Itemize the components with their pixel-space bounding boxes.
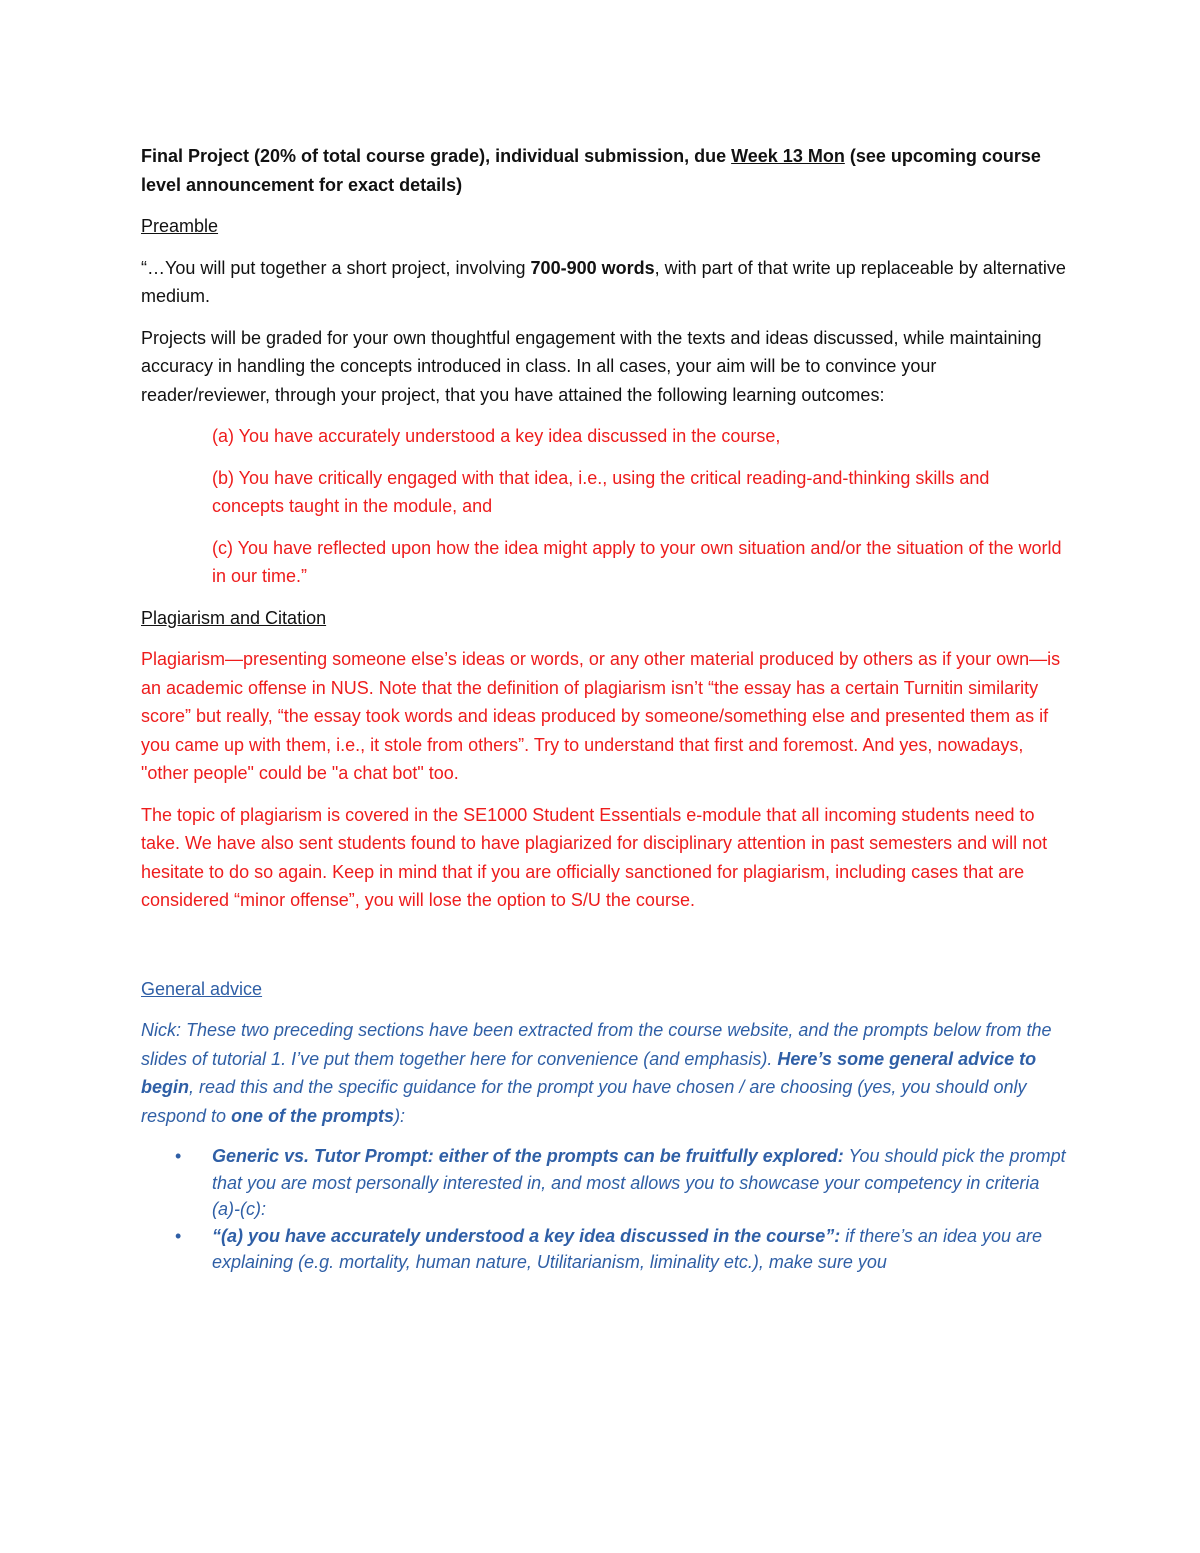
outcome-b-text: You have critically engaged with that idea, i.e., using the critical reading-and-thinking skills and concepts taught in the module, and [212,467,990,516]
advice-heading: General advice [141,978,263,999]
advice-bullet-1 [141,1143,1066,1223]
outcome-a-label: (a) [212,426,234,446]
preamble-p1-text-a: “…You will put together a short project, involving [141,257,531,278]
preamble-p1-text-b: , with part of that write up replaceable by alternative medium. [141,257,1066,306]
plagiarism-paragraph-1: Plagiarism—presenting someone else’s ideas or words, or any other material produced by others as if your own—is an academic offense in NUS. Note that the definition of plagiarism isn’t “the essay has a certain Turnitin similarity score” but really, “the essay took words and ideas produced by someone/something else and presented them as if you came up with them, i.e., it stole from others”. Try to understand that first and foremost. And yes, nowadays, "other people" could be "a chat bot" too. [141,649,1061,783]
outcome-a [141,422,1066,451]
advice-bold-b: one of the prompts [231,1105,395,1126]
advice-bold-a: Here’s some general advice to begin [141,1048,1037,1097]
outcome-c-text: You have reflected upon how the idea might apply to your own situation and/or the situation of the world in our time.” [212,537,1062,586]
advice-bullet-list [141,1143,1066,1276]
outcome-b [141,464,1066,521]
outcome-b-label: (b) [212,467,234,488]
bullet-1-bold: Generic vs. Tutor Prompt: either of the prompts can be fruitfully explored: [212,1146,844,1166]
due-date: Week 13 Mon [731,146,845,166]
title-text-a: Final Project (20% of total course grade), individual submission, due [141,146,732,166]
plagiarism-paragraph-2: The topic of plagiarism is covered in the SE1000 Student Essentials e-module that all incoming students need to take. We have also sent students found to have plagiarized for disciplinary attention in past semesters and will not hesitate to do so again. Keep in mind that if you are officially sanctioned for plagiarism, including cases that are considered “minor offense”, you will lose the option to S/U the course. [141,804,1048,910]
plagiarism-heading: Plagiarism and Citation [141,607,327,628]
document-body [141,142,1066,1276]
word-count: 700-900 words [530,257,655,278]
preamble-heading: Preamble [141,216,219,236]
title-text-b: (see upcoming course level announcement for exact details) [141,146,1041,195]
document-title [141,142,1066,199]
advice-bullet-2 [141,1223,1066,1276]
bullet-2-bold: “(a) you have accurately understood a key idea discussed in the course”: [212,1225,841,1246]
advice-text-b: , read this and the specific guidance for the prompt you have chosen / are choosing (yes, you should only respond to [141,1077,1027,1126]
preamble-paragraph-2: Projects will be graded for your own thoughtful engagement with the texts and ideas discussed, while maintaining accuracy in handling the concepts introduced in class. In all cases, your aim will be to convince your reader/reviewer, through your project, that you have attained the following learning outcomes: [141,327,1042,405]
preamble-paragraph-1 [141,254,1066,311]
bullet-dot-icon: • [175,1146,182,1166]
advice-text-c: ): [394,1105,406,1126]
outcome-c-label: (c) [212,537,233,558]
bullet-2-text: if there’s an idea you are explaining (e.g. mortality, human nature, Utilitarianism, liminality etc.), make sure you [212,1225,1043,1272]
advice-paragraph [141,1016,1066,1130]
bullet-dot-icon: • [175,1225,182,1246]
bullet-1-text: You should pick the prompt that you are most personally interested in, and most allows you to showcase your competency in criteria (a)-(c): [212,1146,1066,1219]
outcome-a-text: You have accurately understood a key idea discussed in the course, [234,426,781,446]
outcome-c [141,534,1066,591]
advice-text-a: Nick: These two preceding sections have been extracted from the course website, and the prompts below from the slides of tutorial 1. I’ve put them together here for convenience (and emphasis). [141,1020,1052,1069]
